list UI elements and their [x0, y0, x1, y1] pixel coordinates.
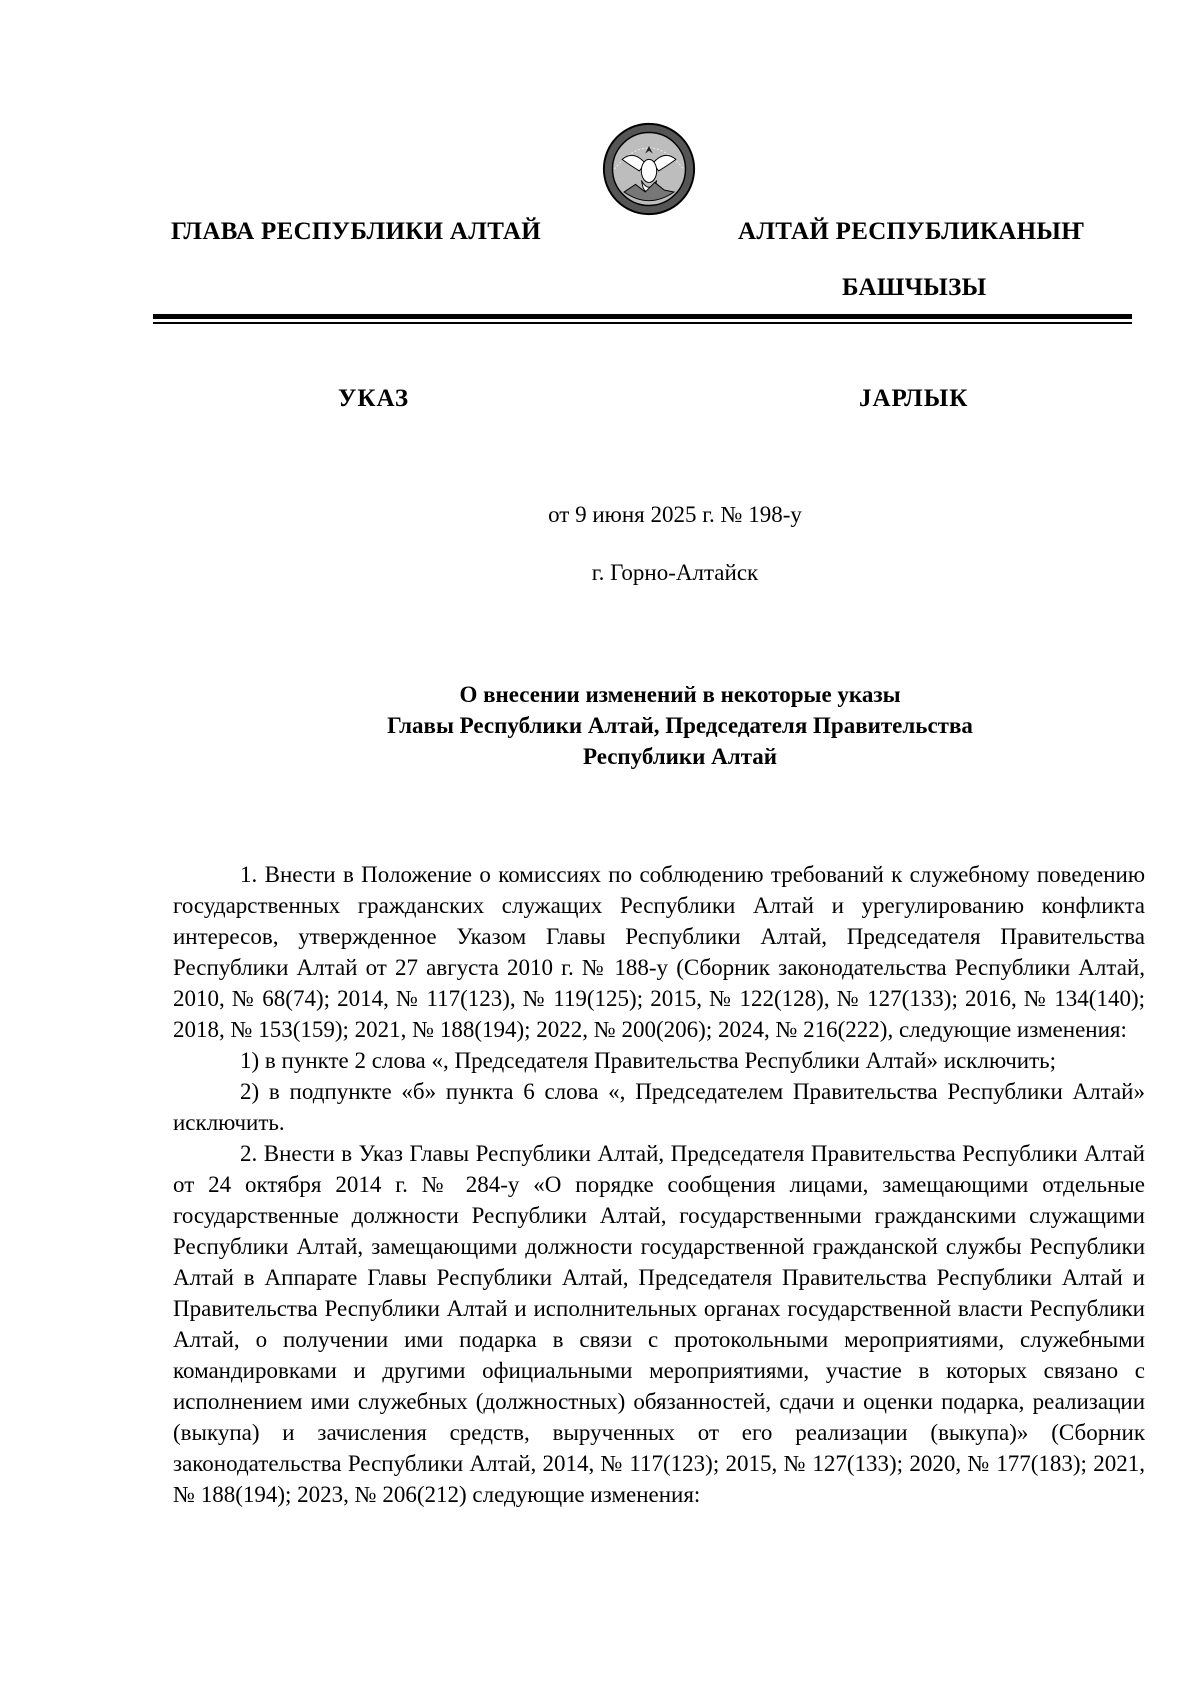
document-body	[173, 859, 1145, 1510]
title-line-3: Республики Алтай	[582, 744, 778, 769]
header-divider-thick	[153, 314, 1132, 319]
title-line-2: Главы Республики Алтай, Председателя Правительства	[387, 713, 973, 738]
document-city: г. Горно-Алтайск	[591, 560, 759, 585]
document-date-number: от 9 июня 2025 г. № 198-у	[548, 502, 802, 527]
title-line-1: О внесении изменений в некоторые указы	[459, 682, 901, 707]
paragraph-1-subitem-2: 2) в подпункте «б» пункта 6 слова «, Председателем Правительства Республики Алтай» исключить.	[173, 1079, 1145, 1135]
document-title	[300, 679, 1060, 772]
header-title-alt-line2: БАШЧЫЗЫ	[842, 274, 987, 301]
header-divider-thin	[153, 322, 1132, 324]
coat-of-arms-icon	[601, 121, 697, 217]
paragraph-1: 1. Внести в Положение о комиссиях по соблюдению требований к служебному поведению государственных гражданских служащих Республики Алтай и урегулированию конфликта интересов, утвержденное Указом Главы Республики Алтай, Председателя Правительства Республики Алтай от 27 августа 2010 г. № 188-у (Сборник законодательства Республики Алтай, 2010, № 68(74); 2014, № 117(123), № 119(125); 2015, № 122(128), № 127(133); 2016, № 134(140); 2018, № 153(159); 2021, № 188(194); 2022, № 200(206); 2024, № 216(222), следующие изменения:	[173, 862, 1145, 1042]
header-title-ru: ГЛАВА РЕСПУБЛИКИ АЛТАЙ	[171, 218, 542, 245]
doc-type-ru: УКАЗ	[338, 385, 410, 412]
paragraph-2: 2. Внести в Указ Главы Республики Алтай, Председателя Правительства Республики Алтай от 24 октября 2014 г. № 284-у «О порядке сообщения лицами, замещающими отдельные государственные должности Республики Алтай, государственными гражданскими служащими Республики Алтай, замещающими должности государственной гражданской службы Республики Алтай в Аппарате Главы Республики Алтай, Председателя Правительства Республики Алтай и Правительства Республики Алтай и исполнительных органах государственной власти Республики Алтай, о получении ими подарка в связи с протокольными мероприятиями, служебными командировками и другими официальными мероприятиями, участие в которых связано с исполнением ими служебных (должностных) обязанностей, сдачи и оценки подарка, реализации (выкупа) и зачисления средств, вырученных от его реализации (выкупа)» (Сборник законодательства Республики Алтай, 2014, № 117(123); 2015, № 127(133); 2020, № 177(183); 2021, № 188(194); 2023, № 206(212) следующие изменения:	[173, 1141, 1145, 1507]
doc-type-alt: JАРЛЫК	[859, 385, 969, 412]
header-title-alt-line1: АЛТАЙ РЕСПУБЛИКАНЫҤ	[738, 218, 1085, 245]
paragraph-1-subitem-1: 1) в пункте 2 слова «, Председателя Правительства Республики Алтай» исключить;	[240, 1048, 1057, 1073]
